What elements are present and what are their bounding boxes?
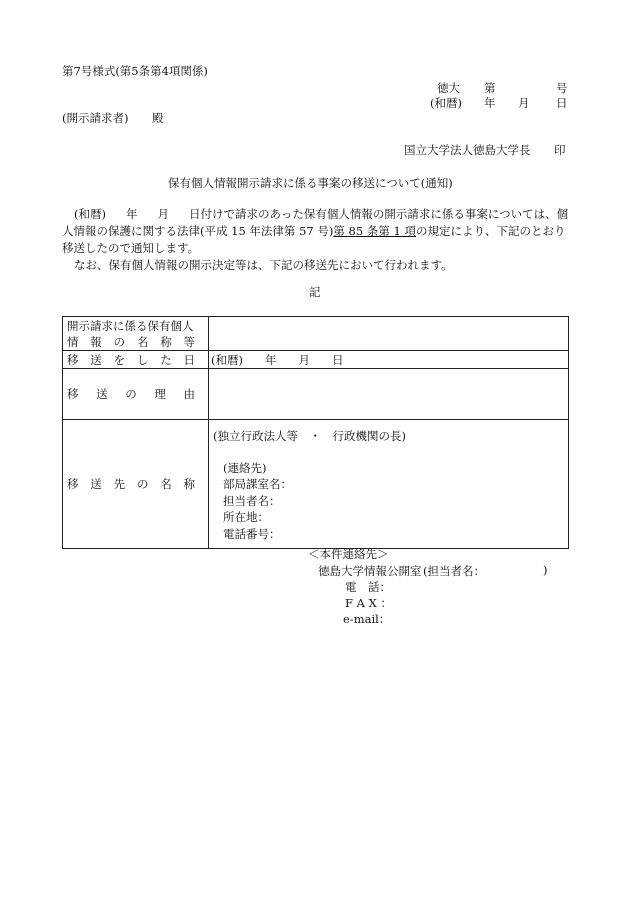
- addressee-honorific: 殿: [152, 111, 164, 125]
- table-row: [63, 317, 569, 351]
- row2-char: 送: [90, 352, 102, 367]
- row4-char: 名: [160, 477, 172, 491]
- row3-value: [209, 369, 569, 420]
- p1-era: (和暦): [74, 207, 106, 221]
- form-number: 第7号様式(第5条第4項関係): [62, 64, 208, 78]
- doc-number-go: 号: [556, 81, 568, 95]
- row3-char: 移: [67, 387, 79, 401]
- row2-char: を: [113, 352, 126, 367]
- row4-phone: 電話番号：: [223, 526, 281, 541]
- doc-number-dai: 第: [484, 81, 496, 95]
- row2-label: [63, 351, 209, 369]
- row4-contact-head: (連絡先): [223, 460, 267, 475]
- row1-char: 等: [183, 334, 195, 349]
- table-row: [63, 420, 569, 549]
- seal-mark: 印: [554, 143, 566, 157]
- row1-value: [209, 317, 569, 351]
- date-era: (和暦): [430, 96, 462, 110]
- addressee: (開示請求者): [62, 111, 129, 125]
- row3-label: [63, 369, 209, 420]
- row2-day: 日: [331, 352, 344, 367]
- row4-person: 担当者名：: [223, 493, 281, 508]
- row2-month: 月: [298, 352, 310, 367]
- p1-law-article: 第 85 条第 1 項: [333, 224, 416, 238]
- row1-label: [63, 317, 209, 351]
- row1-label-line1: 開示請求に係る保有個人: [67, 318, 194, 333]
- body-paragraph-1: [62, 206, 574, 257]
- row3-char: 理: [154, 387, 166, 401]
- ki-heading: 記: [309, 285, 321, 299]
- table-row: [63, 369, 569, 420]
- row1-char: 称: [160, 334, 172, 349]
- row3-char: の: [125, 387, 137, 401]
- p1-year: 年: [125, 207, 138, 221]
- p1-month: 月: [157, 207, 169, 221]
- row1-label-line2: [67, 334, 195, 350]
- contact-email: e-mail：: [343, 612, 391, 626]
- row2-year: 年: [264, 352, 277, 367]
- row4-char: 先: [113, 477, 126, 491]
- contact-person-close: ): [543, 563, 548, 577]
- row3-char: 由: [183, 387, 195, 401]
- contact-person-label: (担当者名：: [423, 564, 485, 578]
- row1-char: の: [113, 334, 126, 349]
- contact-tel: 電 話：: [345, 580, 391, 594]
- p1-tail: の規定により、下記のとおり移送したので通知します。: [62, 224, 566, 255]
- contact-office: 徳島大学情報公開室: [318, 564, 422, 578]
- date-month: 月: [518, 96, 530, 110]
- row2-era: (和暦): [211, 352, 243, 367]
- sender-name: 国立大学法人徳島大学長: [404, 143, 531, 157]
- row4-char: の: [136, 477, 149, 491]
- row1-char: 情: [67, 334, 79, 349]
- doc-number-prefix: 徳大: [437, 81, 460, 95]
- row2-value: [209, 351, 569, 369]
- row4-address: 所在地：: [223, 510, 269, 524]
- row2-char: 日: [183, 352, 195, 367]
- transfer-details-table: [62, 316, 569, 549]
- row4-char: 称: [183, 477, 195, 491]
- body-text: [62, 206, 574, 274]
- row1-char: 名: [136, 334, 149, 349]
- row4-char: 移: [67, 477, 79, 491]
- row1-char: 報: [90, 334, 102, 349]
- body-paragraph-2: なお、保有個人情報の開示決定等は、下記の移送先において行われます。: [74, 258, 453, 272]
- row4-char: 送: [90, 477, 102, 491]
- row3-char: 送: [96, 387, 108, 401]
- row2-char: た: [160, 352, 172, 367]
- row4-label: [63, 420, 209, 549]
- contact-head: ＜本件連絡先＞: [308, 547, 389, 561]
- date-day: 日: [556, 96, 568, 110]
- table-row: [63, 351, 569, 369]
- date-year: 年: [484, 96, 496, 110]
- p1-text: 日付けで請求のあった保有個人情報の開示請求に係る事案については、個人情報の保護に関する法律(平成 15 年法律第 57 号): [62, 207, 569, 238]
- row4-value: [209, 420, 569, 549]
- row2-char: 移: [67, 352, 79, 367]
- contact-fax: F A X ：: [345, 596, 392, 610]
- row2-char: し: [136, 352, 149, 367]
- document-title: 保有個人情報開示請求に係る事案の移送について(通知): [168, 176, 453, 190]
- row4-dept: 部局課室名：: [223, 477, 292, 491]
- row4-org: (独立行政法人等 ・ 行政機関の長): [213, 429, 406, 443]
